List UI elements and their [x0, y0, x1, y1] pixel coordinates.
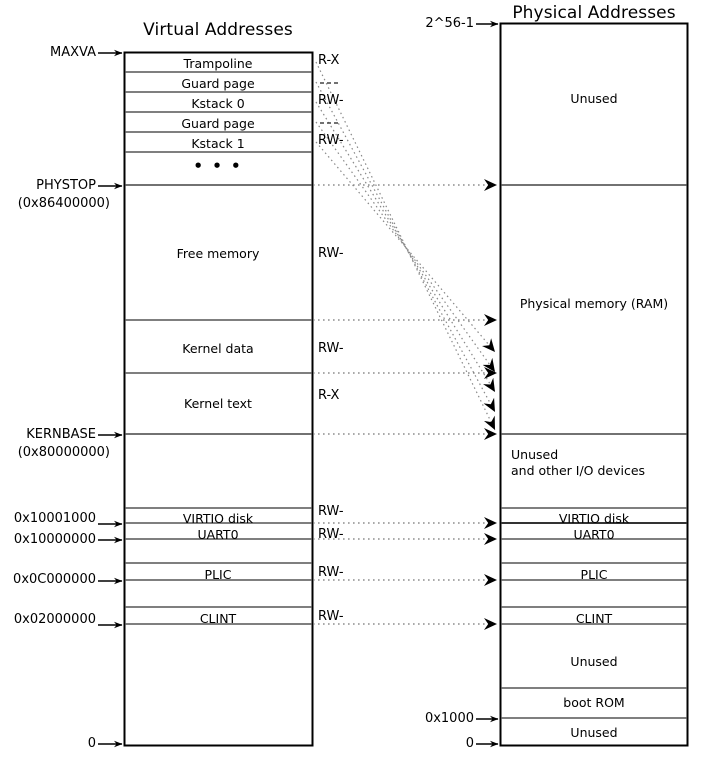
perm-clint: RW- [318, 609, 344, 624]
addr-clint: 0x02000000 [13, 612, 96, 627]
vrow-guard-page-0: Guard page [181, 76, 255, 91]
addr-plic: 0x0C000000 [13, 572, 96, 587]
physical-addresses-title: Physical Addresses [512, 3, 676, 23]
vrow-kstack-1: Kstack 1 [191, 136, 245, 151]
addr-2pow56-minus-1: 2^56-1 [425, 16, 474, 31]
vrow-kernel-data: Kernel data [182, 341, 254, 356]
vrow-uart0: UART0 [197, 527, 239, 542]
prow-uart0: UART0 [573, 527, 615, 542]
perm-kernel-data: RW- [318, 341, 344, 356]
addr-phystop-hex: (0x86400000) [17, 196, 110, 211]
prow-unused-top: Unused [570, 91, 618, 106]
perm-kstack-1: RW- [318, 133, 344, 148]
prow-physical-memory: Physical memory (RAM) [519, 296, 669, 311]
virtual-address-pointers [98, 53, 122, 744]
perm-virtio-disk: RW- [318, 504, 344, 519]
perm-kstack-0: RW- [318, 93, 344, 108]
vrow-virtio-disk: VIRTIO disk [182, 511, 254, 526]
perm-kernel-text: R-X [318, 388, 340, 403]
vrow-ellipsis: • • • [193, 157, 243, 175]
addr-kernbase: KERNBASE [26, 427, 96, 442]
vrow-plic: PLIC [204, 567, 232, 582]
vrow-trampoline: Trampoline [183, 56, 253, 71]
prow-virtio-disk: VIRTIO disk [558, 511, 630, 526]
virtual-addresses-title: Virtual Addresses [143, 20, 293, 40]
addr-zero-physical: 0 [465, 736, 474, 751]
addr-kernbase-hex: (0x80000000) [17, 445, 110, 460]
physical-address-box [501, 24, 688, 746]
vrow-free-memory: Free memory [176, 246, 260, 261]
prow-unused-bottom: Unused [570, 725, 618, 740]
addr-0x1000: 0x1000 [424, 711, 474, 726]
prow-unused-mid: Unused [570, 654, 618, 669]
perm-free-memory: RW- [318, 246, 344, 261]
prow-clint: CLINT [575, 611, 613, 626]
perm-plic: RW- [318, 565, 344, 580]
prow-unused-io-line2: and other I/O devices [511, 463, 646, 478]
perm-uart0: RW- [318, 527, 344, 542]
addr-uart0: 0x10000000 [13, 532, 96, 547]
addr-maxva: MAXVA [50, 45, 96, 60]
perm-trampoline: R-X [318, 53, 340, 68]
vrow-kernel-text: Kernel text [184, 396, 252, 411]
vrow-guard-page-1: Guard page [181, 116, 255, 131]
addr-zero-virtual: 0 [87, 736, 96, 751]
vrow-clint: CLINT [199, 611, 237, 626]
vrow-kstack-0: Kstack 0 [191, 96, 245, 111]
addr-virtio-disk: 0x10001000 [13, 511, 96, 526]
addr-phystop: PHYSTOP [36, 178, 96, 193]
prow-plic: PLIC [580, 567, 608, 582]
prow-boot-rom: boot ROM [563, 695, 625, 710]
prow-unused-io-line1: Unused [511, 447, 559, 462]
